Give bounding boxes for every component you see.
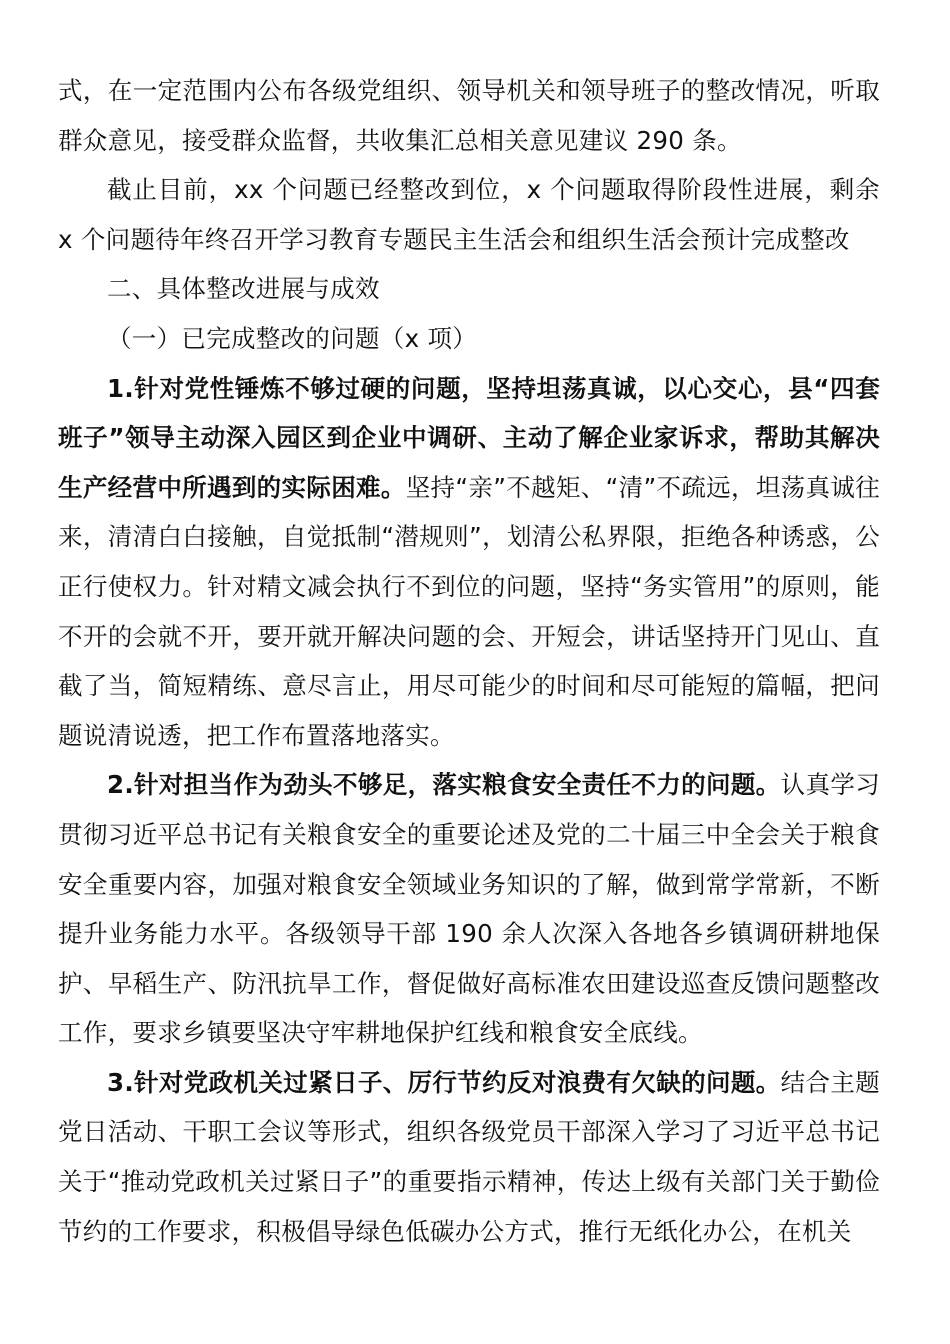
item-1-paragraph [58,364,880,761]
item-3-title: 3.针对党政机关过紧日子、厉行节约反对浪费有欠缺的问题。 [107,1067,781,1097]
section-heading: 二、具体整改进展与成效 [107,274,380,304]
paragraph-progress-summary: 截止目前，xx 个问题已经整改到位，x 个问题取得阶段性进展，剩余 x 个问题待年终召开学习教育专题民主生活会和组织生活会预计完成整改 [58,175,880,254]
item-3-body: 结合主题党日活动、干职工会议等形式，组织各级党员干部深入学习了习近平总书记关于“推动党政机关过紧日子”的重要指示精神，传达上级有关部门关于勤俭节约的工作要求，积极倡导绿色低碳办公方式，推行无纸化办公，在机关 [58,1067,880,1246]
item-3-paragraph [58,1058,880,1256]
item-2-title: 2.针对担当作为劲头不够足，落实粮食安全责任不力的问题。 [107,770,781,800]
document-body [58,66,880,1256]
item-2-body: 认真学习贯彻习近平总书记有关粮食安全的重要论述及党的二十届三中全会关于粮食安全重要内容，加强对粮食安全领域业务知识的了解，做到常学常新，不断提升业务能力水平。各级领导干部 190 余人次深入各地各乡镇调研耕地保护、早稻生产、防汛抗旱工作，督促做好高标准农田建设巡查反馈问题整改工作，要求乡镇要坚决守牢耕地保护红线和粮食安全底线。 [58,770,880,1048]
item-2-paragraph [58,760,880,1058]
paragraph-public-feedback: 式，在一定范围内公布各级党组织、领导机关和领导班子的整改情况，听取群众意见，接受群众监督，共收集汇总相关意见建议 290 条。 [58,76,880,155]
item-1-title: 1.针对党性锤炼不够过硬的问题，坚持坦荡真诚，以心交心，县“四套班子”领导主动深入园区到企业中调研、主动了解企业家诉求，帮助其解决生产经营中所遇到的实际困难。 [58,373,880,502]
subsection-heading: （一）已完成整改的问题（x 项） [107,323,478,353]
item-1-body: 坚持“亲”不越矩、“清”不疏远，坦荡真诚往来，清清白白接触，自觉抵制“潜规则”，划清公私界限，拒绝各种诱惑，公正行使权力。针对精文减会执行不到位的问题，坚持“务实管用”的原则，能不开的会就不开，要开就开解决问题的会、开短会，讲话坚持开门见山、直截了当，简短精练、意尽言止，用尽可能少的时间和尽可能短的篇幅，把问题说清说透，把工作布置落地落实。 [58,472,880,750]
